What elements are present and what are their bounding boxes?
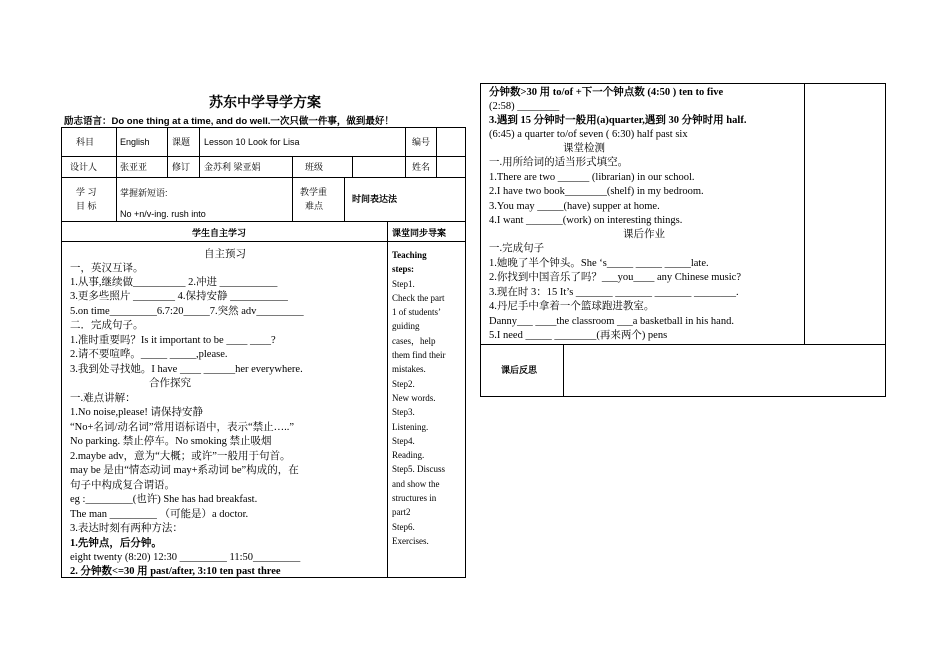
number-label: 编号 bbox=[412, 137, 431, 147]
step-line: Listening. bbox=[392, 421, 429, 432]
text-line: Danny___ ____the classroom ___a basketball in his hand. bbox=[489, 316, 734, 327]
teaching-steps bbox=[392, 248, 462, 548]
preview-heading: 自主预习 bbox=[204, 249, 246, 260]
step-line: them find their bbox=[392, 350, 446, 361]
text-line: 1.她晚了半个钟头。She ‘s_____ _____ _____late. bbox=[489, 258, 709, 269]
text-line: 1.准时重要吗？Is it important to be ____ ____? bbox=[70, 335, 276, 346]
cooperation-heading: 合作探究 bbox=[149, 378, 191, 389]
key-label-2: 难点 bbox=[305, 201, 324, 211]
step-line: Step3. bbox=[392, 407, 415, 418]
text-line: 1.从事,继续做__________ 2.冲进 ___________ bbox=[70, 277, 278, 288]
step-line: Check the part bbox=[392, 292, 445, 303]
text-line: The man _________ （可能是）a doctor. bbox=[70, 509, 249, 520]
text-line: 一.完成句子 bbox=[489, 243, 545, 254]
step-line: Teaching bbox=[392, 250, 427, 260]
key-label-1: 教学重 bbox=[300, 187, 328, 197]
reflection-label: 课后反思 bbox=[501, 365, 538, 375]
designer-label: 设计人 bbox=[70, 162, 98, 172]
step-line: Step1. bbox=[392, 278, 415, 289]
text-line: 1.No noise,please! 请保持安静 bbox=[70, 407, 203, 418]
text-line: 句子中构成复合谓语。 bbox=[70, 480, 175, 491]
step-line: guiding bbox=[392, 321, 420, 332]
step-line: steps: bbox=[392, 264, 414, 275]
step-line: New words. bbox=[392, 392, 436, 403]
text-line: 3.我到处寻找她。I have ____ ______her everywhere. bbox=[70, 364, 303, 375]
step-line: structures in bbox=[392, 493, 437, 504]
subject-label: 科目 bbox=[76, 137, 95, 147]
text-line: 3.表达时刻有两种方法： bbox=[70, 523, 183, 534]
text-line: (6:45) a quarter to/of seven ( 6:30) half past six bbox=[489, 129, 688, 140]
step-line: Reading. bbox=[392, 450, 425, 461]
text-line: may be 是由“情态动词 may+系动词 be”构成的，在 bbox=[70, 465, 299, 476]
text-line: 一.难点讲解： bbox=[70, 393, 136, 404]
reviser-value: 金苏利 梁亚娟 bbox=[204, 162, 261, 172]
step-line: Step2. bbox=[392, 378, 415, 389]
text-line: 3.现在时 3：15 It’s _______ _______ _______ ________. bbox=[489, 287, 739, 298]
step-line: Exercises. bbox=[392, 535, 429, 546]
page-title: 苏东中学导学方案 bbox=[209, 96, 321, 111]
text-line: 2. 分钟数<=30 用 past/after, 3:10 ten past three bbox=[70, 566, 281, 577]
right-table bbox=[480, 83, 886, 397]
self-study-header: 学生自主学习 bbox=[192, 228, 247, 238]
name-label: 姓名 bbox=[412, 162, 431, 172]
step-line: and show the bbox=[392, 478, 440, 489]
class-test-heading: 课堂检测 bbox=[563, 143, 605, 154]
class-label: 班级 bbox=[305, 162, 324, 172]
step-line: mistakes. bbox=[392, 364, 426, 375]
step-line: Step6. bbox=[392, 521, 415, 532]
text-line: (2:58) ________ bbox=[489, 101, 560, 112]
text-line: eg :_________(也许) She has had breakfast. bbox=[70, 494, 258, 505]
text-line: 2.请不要喧哗。_____ _____,please. bbox=[70, 349, 228, 360]
text-line: “No+名词/动名词”常用语标语中，表示“禁止…..” bbox=[70, 422, 295, 433]
text-line: 4.丹尼手中拿着一个篮球跑进教室。 bbox=[489, 301, 655, 312]
text-line: 2.maybe adv，意为“大概；或许”一般用于句首。 bbox=[70, 451, 291, 462]
step-line: part2 bbox=[392, 507, 411, 518]
lesson-value: Lesson 10 Look for Lisa bbox=[204, 137, 300, 147]
step-line: 1 of students’ bbox=[392, 307, 441, 318]
text-line: 3.You may _____(have) supper at home. bbox=[489, 201, 660, 212]
key-value: 时间表达法 bbox=[352, 194, 398, 204]
text-line: 2.I have two book________(shelf) in my bedroom. bbox=[489, 186, 704, 197]
text-line: 3.更多些照片 ________ 4.保持安静 ___________ bbox=[70, 291, 288, 302]
designer-value: 张亚亚 bbox=[120, 162, 148, 172]
text-line: 一，英汉互译。 bbox=[70, 263, 144, 274]
step-line: Step5. Discuss bbox=[392, 464, 446, 475]
text-line: No parking. 禁止停车。No smoking 禁止吸烟 bbox=[70, 436, 272, 447]
goal-label-2: 目 标 bbox=[76, 201, 97, 211]
lesson-label: 课题 bbox=[172, 137, 191, 147]
left-table bbox=[61, 127, 466, 578]
text-line: 1.There are two ______ (librarian) in our school. bbox=[489, 172, 695, 183]
subject-value: English bbox=[120, 137, 150, 147]
reviser-label: 修订 bbox=[172, 162, 191, 172]
step-line: Step4. bbox=[392, 435, 415, 446]
homework-heading: 课后作业 bbox=[623, 229, 665, 240]
goal-line1: 掌握新短语: bbox=[120, 188, 168, 198]
motto: 励志语言：Do one thing at a time, and do well.一次只做一件事，做到最好！ bbox=[64, 116, 394, 127]
text-line: 4.I want _______(work) on interesting things. bbox=[489, 215, 683, 226]
step-line: cases，help bbox=[392, 335, 436, 346]
guide-header: 课堂同步导案 bbox=[392, 228, 447, 238]
text-line: 5.I need _____ ________(再来两个) pens bbox=[489, 330, 668, 341]
goal-line2: No +n/v-ing. rush into bbox=[120, 209, 206, 219]
goal-label-1: 学 习 bbox=[76, 187, 97, 197]
text-line: 一.用所给词的适当形式填空。 bbox=[489, 157, 629, 168]
text-line: 1.先钟点，后分钟。 bbox=[70, 538, 162, 549]
text-line: 分钟数>30 用 to/of +下一个钟点数 (4:50 ) ten to five bbox=[489, 87, 724, 98]
text-line: eight twenty (8:20) 12:30 _________ 11:50_________ bbox=[70, 552, 301, 563]
text-line: 2.你找到中国音乐了吗？___you____ any Chinese music? bbox=[489, 272, 741, 283]
text-line: 3.遇到 15 分钟时一般用(a)quarter,遇到 30 分钟时用 half. bbox=[489, 115, 747, 126]
text-line: 二．完成句子。 bbox=[70, 320, 144, 331]
text-line: 5.on time_________6.7:20_____7.突然 adv_________ bbox=[70, 306, 304, 317]
